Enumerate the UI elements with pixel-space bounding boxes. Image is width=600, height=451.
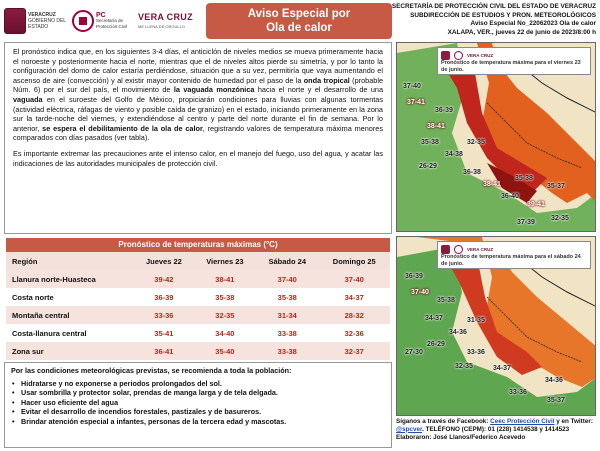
forecast-text-panel bbox=[4, 42, 392, 234]
list-item: • Usar sombrilla y protector solar, prendas de manga larga y de tela delgada. bbox=[11, 388, 385, 398]
temp-cell: 35-38 bbox=[194, 288, 256, 306]
authors-line: Elaboraron: José Llanos/Federico Acevedo bbox=[396, 433, 526, 441]
map-temp-label: 35-37 bbox=[547, 397, 565, 404]
agency-line3: Aviso Especial No_22062023 Ola de calor bbox=[470, 20, 596, 28]
contact-mid: y en Twitter: bbox=[554, 418, 593, 425]
column-header: Domingo 25 bbox=[318, 252, 390, 270]
temp-cell: 35-38 bbox=[256, 288, 318, 306]
recommendations-list bbox=[11, 379, 385, 427]
map-temp-label: 38-41 bbox=[427, 123, 445, 130]
agency-line2: SUBDIRECCIÓN DE ESTUDIOS Y PRON. METEOROLÓGICOS bbox=[410, 11, 596, 19]
text-run: en el suroeste del Golfo de México, propiciarán condiciones para lluvias con algunas tormentas (actividad eléctrica, ráfagas de viento y posible caída de granizo) en el estado, iniciando primeramente en la zona sur la tarde-noche del viernes, y extendiéndose al centro y parte del norte durante el fin de semana. Por lo anterior, bbox=[13, 94, 383, 133]
map-temp-label: 38-41 bbox=[483, 181, 501, 188]
pc-logo bbox=[72, 10, 134, 32]
temp-cell: 32-35 bbox=[194, 306, 256, 324]
table-row bbox=[6, 270, 390, 288]
map-temp-label: 35-38 bbox=[437, 297, 455, 304]
veracruz-logo bbox=[138, 13, 193, 29]
veracruz-word: VERA CRUZ bbox=[138, 12, 193, 22]
map-temp-label: 33-36 bbox=[467, 349, 485, 356]
table-title: Pronóstico de temperaturas máximas (°C) bbox=[6, 238, 390, 252]
temp-cell: 33-38 bbox=[256, 324, 318, 342]
map-temp-label: 36-38 bbox=[463, 169, 481, 176]
temp-cell: 32-36 bbox=[318, 324, 390, 342]
state-logo-text bbox=[28, 12, 68, 30]
map-temp-label: 31-35 bbox=[467, 317, 485, 324]
text-bold-run: onda tropical bbox=[303, 75, 350, 85]
title-line1: Aviso Especial por bbox=[247, 8, 351, 20]
temp-cell: 33-36 bbox=[134, 306, 194, 324]
map-temp-label: 34-37 bbox=[425, 315, 443, 322]
temp-cell: 33-38 bbox=[256, 342, 318, 360]
map-title: Pronóstico de temperatura máxima para el sábado 24 de junio. bbox=[441, 254, 581, 267]
agency-line4: XALAPA, VER., jueves 22 de junio de 2023/8:00 h bbox=[447, 28, 596, 36]
temp-cell: 34-37 bbox=[318, 288, 390, 306]
logos-group bbox=[4, 4, 193, 38]
state-seal-icon bbox=[441, 51, 450, 60]
map-temp-label: 32-35 bbox=[467, 139, 485, 146]
pc-sub: Secretaría de Protección Civil bbox=[96, 18, 128, 29]
list-item: • Evitar el desarrollo de incendios forestales, pastizales y de basureros. bbox=[11, 407, 385, 417]
map-temp-label: 37-40 bbox=[403, 83, 421, 90]
forecast-map-saturday bbox=[396, 236, 596, 416]
temp-cell: 31-34 bbox=[256, 306, 318, 324]
map-temp-label: 32-35 bbox=[455, 363, 473, 370]
temp-cell: 36-41 bbox=[134, 342, 194, 360]
contact-phone: . TELÉFONO (CEPM): 01 (228) 1414538 y 1414523 bbox=[422, 425, 570, 433]
table-row bbox=[6, 306, 390, 324]
map-temp-label: 35-37 bbox=[547, 183, 565, 190]
pc-shield-icon bbox=[454, 51, 463, 60]
temp-cell: 35-40 bbox=[194, 342, 256, 360]
text-run: , registrando valores de temperatura máxima menores comparados con días pasados (ver tabla). bbox=[13, 123, 383, 143]
header bbox=[0, 0, 600, 40]
map-temp-label: 37-39 bbox=[517, 219, 535, 226]
map-temp-label: 32-35 bbox=[551, 215, 569, 222]
map-title-box bbox=[437, 241, 591, 269]
state-logo bbox=[4, 8, 68, 34]
list-item: • Hidratarse y no exponerse a periodos prolongados del sol. bbox=[11, 379, 385, 389]
temp-cell: 39-42 bbox=[134, 270, 194, 288]
map-temp-label: 37-41 bbox=[407, 99, 425, 106]
table-header-row bbox=[6, 252, 390, 270]
map-title: Pronóstico de temperatura máxima para el viernes 23 de junio. bbox=[441, 60, 581, 73]
temperature-table-section bbox=[6, 238, 390, 360]
twitter-link[interactable]: @spcver bbox=[396, 425, 423, 433]
column-header: Jueves 22 bbox=[134, 252, 194, 270]
text-run: (probable Núm. 6) por el sur del país, el movimiento de bbox=[13, 75, 383, 95]
region-cell: Llanura norte-Huasteca bbox=[6, 270, 134, 288]
map-temp-label: 27-30 bbox=[405, 349, 423, 356]
map-temp-label: 35-38 bbox=[421, 139, 439, 146]
temp-cell: 37-40 bbox=[256, 270, 318, 288]
region-cell: Montaña central bbox=[6, 306, 134, 324]
contact-footer bbox=[396, 418, 598, 441]
veracruz-word: VERA CRUZ bbox=[467, 52, 494, 58]
pc-shield-icon bbox=[72, 10, 94, 32]
agency-block bbox=[391, 3, 596, 37]
column-header: Viernes 23 bbox=[194, 252, 256, 270]
region-cell: Costa norte bbox=[6, 288, 134, 306]
map-temp-label: 34-36 bbox=[449, 329, 467, 336]
veracruz-sub: ME LLENA DE ORGULLO bbox=[138, 24, 185, 29]
forecast-paragraph bbox=[13, 47, 383, 143]
temp-cell: 36-39 bbox=[134, 288, 194, 306]
text-run: hacia el norte y el desarrollo de una bbox=[254, 85, 383, 95]
state-word: VERACRUZ bbox=[28, 12, 56, 18]
title-line2: Ola de calor bbox=[266, 22, 332, 34]
temp-cell: 35-41 bbox=[134, 324, 194, 342]
facebook-link[interactable]: Ceec Protección Civil bbox=[490, 418, 555, 425]
map-logos bbox=[441, 244, 587, 254]
map-logos bbox=[441, 50, 587, 60]
table-row bbox=[6, 342, 390, 360]
pc-shield-icon bbox=[454, 245, 463, 254]
pc-word: PC bbox=[96, 11, 106, 19]
state-seal-icon bbox=[441, 245, 450, 254]
text-run: El pronóstico indica que, en los siguientes 3-4 días, el anticiclón de niveles medios se mueva primeramente hacia el noroeste y posteriormente hacia el norte, mientras que el de niveles altos pierde su simetría, y por lo tanto la configuración del domo de calor estaría perdiéndose, situación que a su vez, permitiría que vaya aumentando el ascenso de aire (convección) y al existir mayor contenido de humedad por el paso de la bbox=[13, 47, 383, 85]
table-row bbox=[6, 324, 390, 342]
temp-cell: 28-32 bbox=[318, 306, 390, 324]
column-header: Sábado 24 bbox=[256, 252, 318, 270]
map-temp-label: 26-29 bbox=[419, 163, 437, 170]
agency-line1: SECRETARÍA DE PROTECCIÓN CIVIL DEL ESTADO DE VERACRUZ bbox=[391, 3, 596, 10]
map-temp-label: 35-38 bbox=[515, 175, 533, 182]
state-sub: GOBIERNO DEL ESTADO bbox=[28, 18, 66, 30]
table-row bbox=[6, 288, 390, 306]
state-seal-icon bbox=[4, 8, 26, 34]
pc-logo-text bbox=[96, 13, 134, 30]
temp-cell: 34-40 bbox=[194, 324, 256, 342]
temperature-table bbox=[6, 252, 390, 360]
precaution-paragraph: Es importante extremar las precauciones ante el intenso calor, en el manejo del fuego, uso del agua, y acatar las indicaciones de las autoridades municipales de protección civil. bbox=[13, 148, 383, 168]
map-temp-label: 34-38 bbox=[445, 151, 463, 158]
map-temp-label: 36-39 bbox=[405, 273, 423, 280]
region-cell: Zona sur bbox=[6, 342, 134, 360]
list-item: • Hacer uso eficiente del agua bbox=[11, 398, 385, 408]
map-title-box bbox=[437, 47, 591, 75]
notice-title bbox=[206, 3, 392, 39]
map-temp-label: 33-36 bbox=[509, 389, 527, 396]
contact-social-line bbox=[396, 418, 598, 434]
text-bold-run: se espera el debilitamiento de la ola de calor bbox=[42, 123, 203, 133]
temp-cell: 32-37 bbox=[318, 342, 390, 360]
temp-cell: 38-41 bbox=[194, 270, 256, 288]
map-temp-label: 37-40 bbox=[411, 289, 429, 296]
forecast-map-friday bbox=[396, 42, 596, 232]
text-bold-run: vaguada bbox=[13, 94, 43, 104]
column-header: Región bbox=[6, 252, 134, 270]
map-temp-label: 36-39 bbox=[435, 107, 453, 114]
contact-prefix: Síganos a través de Facebook: bbox=[396, 418, 491, 425]
region-cell: Costa-llanura central bbox=[6, 324, 134, 342]
recommendations-intro: Por las condiciones meteorológicas previstas, se recomienda a toda la población: bbox=[11, 366, 292, 375]
map-temp-label: 36-40 bbox=[501, 193, 519, 200]
temp-cell: 37-40 bbox=[318, 270, 390, 288]
text-bold-run: la vaguada monzónica bbox=[173, 85, 255, 95]
map-temp-label: 26-29 bbox=[427, 341, 445, 348]
recommendations-panel bbox=[4, 362, 392, 448]
map-temp-label: 39-41 bbox=[527, 201, 545, 208]
veracruz-word: VERA CRUZ bbox=[467, 246, 494, 252]
map-temp-label: 34-36 bbox=[545, 377, 563, 384]
map-temp-label: 34-37 bbox=[493, 365, 511, 372]
list-item: • Brindar atención especial a infantes, personas de la tercera edad y mascotas. bbox=[11, 417, 385, 427]
